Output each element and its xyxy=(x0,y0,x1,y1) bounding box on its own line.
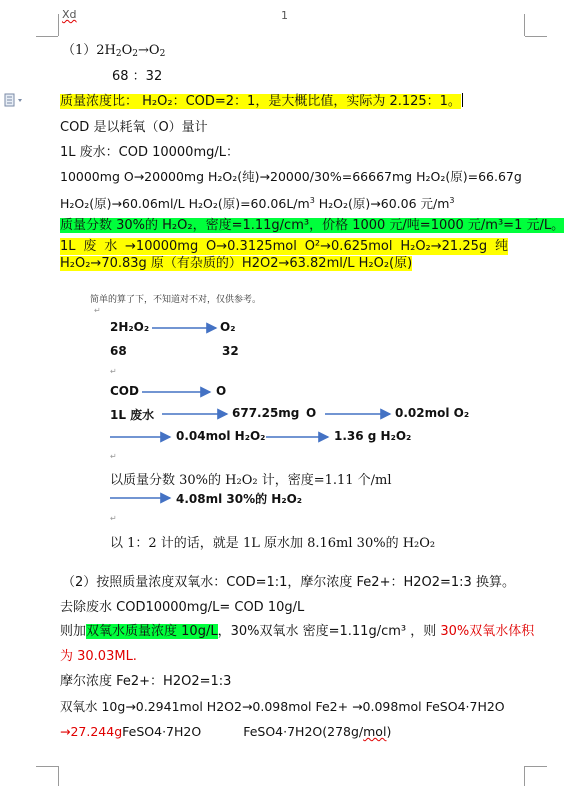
para-mark: ↵ xyxy=(110,452,117,461)
section2-volume: 为 30.03ML. xyxy=(60,649,137,664)
crop-mark-top-right-h xyxy=(525,36,547,37)
note-136g: 1.36 g H₂O₂ xyxy=(334,429,412,443)
note-o-2: O xyxy=(306,406,317,420)
section2-heading: （2）按照质量浓度双氧水：COD=1:1，摩尔浓度 Fe2+：H2O2=1:3 换算。 xyxy=(62,575,515,590)
note-004mol: 0.04mol H₂O₂ xyxy=(176,429,266,443)
text-cursor xyxy=(462,93,463,107)
note-arrows xyxy=(90,292,500,557)
note-conclusion: 以 1：2 计的话，就是 1L 原水加 8.16ml 30%的 H₂O₂ xyxy=(110,536,436,551)
section2-cod: 去除废水 COD10000mg/L= COD 10g/L xyxy=(60,600,305,615)
mass-concentration-ratio: 质量浓度比： H₂O₂：COD=2：1，是大概比值，实际为 2.125：1。 xyxy=(60,94,461,109)
note-o2: O₂ xyxy=(220,320,236,334)
note-caption: 简单的算了下，不知道对不对，仅供参考。 xyxy=(90,295,262,305)
crop-mark-bottom-left-h xyxy=(36,766,58,767)
note-677mg: 677.25mg xyxy=(232,406,300,420)
crop-mark-bottom-left xyxy=(58,766,59,786)
section2-calc: 双氧水 10g→0.2941mol H2O2→0.098mol Fe2+ →0.098mol FeSO4·7H2O xyxy=(60,699,505,714)
note-cod: COD xyxy=(110,384,139,398)
calc-line-4: H₂O₂→70.83g 原（有杂质的）H2O2→63.82ml/L H₂O₂(原) xyxy=(60,256,413,271)
embedded-note-image xyxy=(90,292,500,557)
cod-definition: COD 是以耗氧（O）量计 xyxy=(60,120,208,135)
crop-mark-top-left-h xyxy=(36,36,58,37)
note-002mol: 0.02mol O₂ xyxy=(395,406,470,420)
crop-mark-bottom-right xyxy=(524,766,525,786)
calc-line-3: 1L 废 水 →10000mg O→0.3125mol O²→0.625mol H₂O₂→21.25g 纯 xyxy=(60,239,508,254)
note-o: O xyxy=(216,384,227,398)
calc-line-1: 10000mg O→20000mg H₂O₂(纯)→20000/30%=66667mg H₂O₂(原)=66.67g xyxy=(60,169,522,184)
section2-molar-ratio: 摩尔浓度 Fe2+：H2O2=1:3 xyxy=(60,674,232,689)
calc-line-2: H₂O₂(原)→60.06ml/L H₂O₂(原)$=60.06L/m^3$ H₂O₂(原)→60.06 元$/m^3$ xyxy=(60,196,455,211)
crop-mark-top-left xyxy=(58,14,59,36)
note-density-line: 以质量分数 30%的 H₂O₂ 计，密度=1.11 个/ml xyxy=(110,473,392,488)
page-number: 1 xyxy=(281,9,288,22)
note-68: 68 xyxy=(110,344,127,358)
note-408ml: 4.08ml 30%的 H₂O₂ xyxy=(176,492,303,506)
wastewater-cod: 1L 废水：COD 10000mg/L： xyxy=(60,145,239,160)
para-mark: ↵ xyxy=(110,367,117,376)
crop-mark-top-right xyxy=(524,14,525,36)
note-1l-wastewater: 1L 废水 xyxy=(110,408,155,422)
molar-mass-ratio: 68 ：32 xyxy=(112,69,163,84)
para-mark: ↵ xyxy=(110,514,117,523)
note-2h2o2: 2H₂O₂ xyxy=(110,320,150,334)
section2-feso4: →27.244gFeSO4·7H2O FeSO4·7H2O(278g/mol) xyxy=(60,724,392,739)
paragraph-options-icon[interactable] xyxy=(4,93,26,107)
crop-mark-bottom-right-h xyxy=(525,766,547,767)
density-price-line: 质量分数 30%的 H₂O₂，密度=1.11g/cm³，价格 1000 元/吨=1000 元/m³=1 元/L。 xyxy=(60,218,565,233)
reaction-line: $(1)2H_2O_2\to O_2$ xyxy=(62,43,166,59)
note-32: 32 xyxy=(222,344,239,358)
section2-dosage: 则加双氧水质量浓度 10g/L，30%双氧水 密度=1.11g/cm³ ，则 30%双氧水体积 xyxy=(60,624,535,639)
para-mark: ↵ xyxy=(94,306,101,315)
header-left-mark: Xd xyxy=(62,8,77,21)
